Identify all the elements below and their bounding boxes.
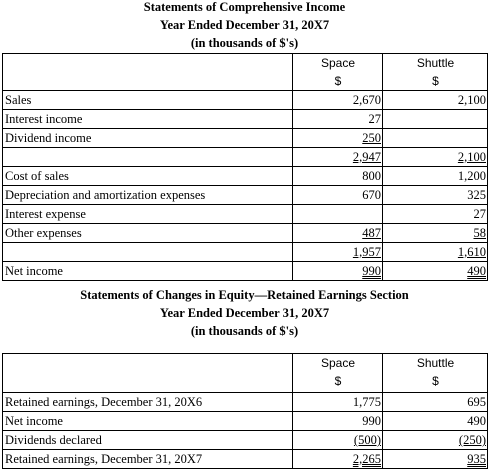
table-row	[3, 167, 488, 186]
row-label: Dividends declared	[3, 431, 293, 450]
table-header-row	[3, 354, 488, 393]
double-underlined-value: 2,265	[352, 452, 381, 466]
underlined-value: 487	[362, 226, 381, 240]
space-value	[293, 431, 383, 450]
table-row	[3, 262, 488, 281]
income-statement-period: Year Ended December 31, 20X7	[159, 18, 330, 32]
shuttle-value	[383, 431, 488, 450]
table-row	[3, 412, 488, 431]
underlined-value: 58	[473, 226, 486, 240]
underlined-value: 1,610	[457, 245, 486, 259]
underlined-value: 250	[362, 131, 381, 145]
table-row	[3, 148, 488, 167]
row-label: Depreciation and amortization expenses	[3, 186, 293, 205]
table-header-row	[3, 54, 488, 91]
underlined-value: 1,957	[352, 245, 381, 259]
shuttle-value	[383, 110, 488, 129]
shuttle-value	[383, 129, 488, 148]
space-value: 2,670	[293, 91, 383, 110]
row-label: Net income	[3, 412, 293, 431]
row-label	[3, 148, 293, 167]
double-underlined-value: 935	[467, 452, 486, 466]
column-unit: $	[334, 374, 342, 388]
table-row	[3, 205, 488, 224]
row-label: Other expenses	[3, 224, 293, 243]
shuttle-value: 2,100	[383, 91, 488, 110]
space-value: 670	[293, 186, 383, 205]
equity-statement-title: Statements of Changes in Equity—Retained Earnings Section	[80, 288, 409, 302]
underlined-value: 2,100	[457, 150, 486, 164]
table-row	[3, 129, 488, 148]
space-value	[293, 129, 383, 148]
row-label: Interest expense	[3, 205, 293, 224]
table-row	[3, 110, 488, 129]
space-value	[293, 148, 383, 167]
shuttle-value: 695	[383, 393, 488, 412]
equity-statement-units: (in thousands of $'s)	[190, 324, 299, 338]
row-label: Interest income	[3, 110, 293, 129]
row-label	[3, 243, 293, 262]
header-label-cell	[3, 354, 293, 393]
double-underlined-value: 990	[362, 264, 381, 278]
shuttle-value	[383, 224, 488, 243]
income-statement-table	[2, 53, 488, 281]
table-row	[3, 186, 488, 205]
income-statement-units: (in thousands of $'s)	[190, 36, 299, 50]
underlined-value: (250)	[458, 433, 486, 447]
column-header-space	[293, 54, 383, 91]
double-underlined-value: 490	[467, 264, 486, 278]
underlined-value: 2,947	[352, 150, 381, 164]
space-value	[293, 262, 383, 281]
space-value	[293, 243, 383, 262]
space-value: 800	[293, 167, 383, 186]
row-label: Cost of sales	[3, 167, 293, 186]
column-name: Shuttle	[416, 56, 455, 70]
table-row	[3, 91, 488, 110]
table-row	[3, 393, 488, 412]
shuttle-value: 27	[383, 205, 488, 224]
column-unit: $	[432, 74, 439, 88]
shuttle-value: 1,200	[383, 167, 488, 186]
income-statement-title: Statements of Comprehensive Income	[143, 0, 346, 14]
row-label: Net income	[3, 262, 293, 281]
table-row	[3, 431, 488, 450]
space-value	[293, 224, 383, 243]
header-label-cell	[3, 54, 293, 91]
underlined-value: (500)	[353, 433, 381, 447]
shuttle-value: 490	[383, 412, 488, 431]
row-label: Sales	[3, 91, 293, 110]
space-value: 990	[293, 412, 383, 431]
equity-statement-period: Year Ended December 31, 20X7	[159, 306, 330, 320]
space-value: 27	[293, 110, 383, 129]
column-unit: $	[432, 374, 439, 388]
row-label: Retained earnings, December 31, 20X7	[3, 450, 293, 469]
shuttle-value	[383, 262, 488, 281]
row-label: Dividend income	[3, 129, 293, 148]
table-row	[3, 243, 488, 262]
column-header-space	[293, 354, 383, 393]
space-value	[293, 205, 383, 224]
table-row	[3, 224, 488, 243]
column-name: Space	[320, 56, 356, 70]
shuttle-value	[383, 243, 488, 262]
column-header-shuttle	[383, 354, 488, 393]
space-value: 1,775	[293, 393, 383, 412]
column-header-shuttle	[383, 54, 488, 91]
shuttle-value: 325	[383, 186, 488, 205]
column-name: Space	[320, 356, 356, 370]
column-unit: $	[334, 74, 342, 88]
row-label: Retained earnings, December 31, 20X6	[3, 393, 293, 412]
shuttle-value	[383, 148, 488, 167]
column-name: Shuttle	[416, 356, 455, 370]
equity-statement-table	[2, 353, 488, 469]
